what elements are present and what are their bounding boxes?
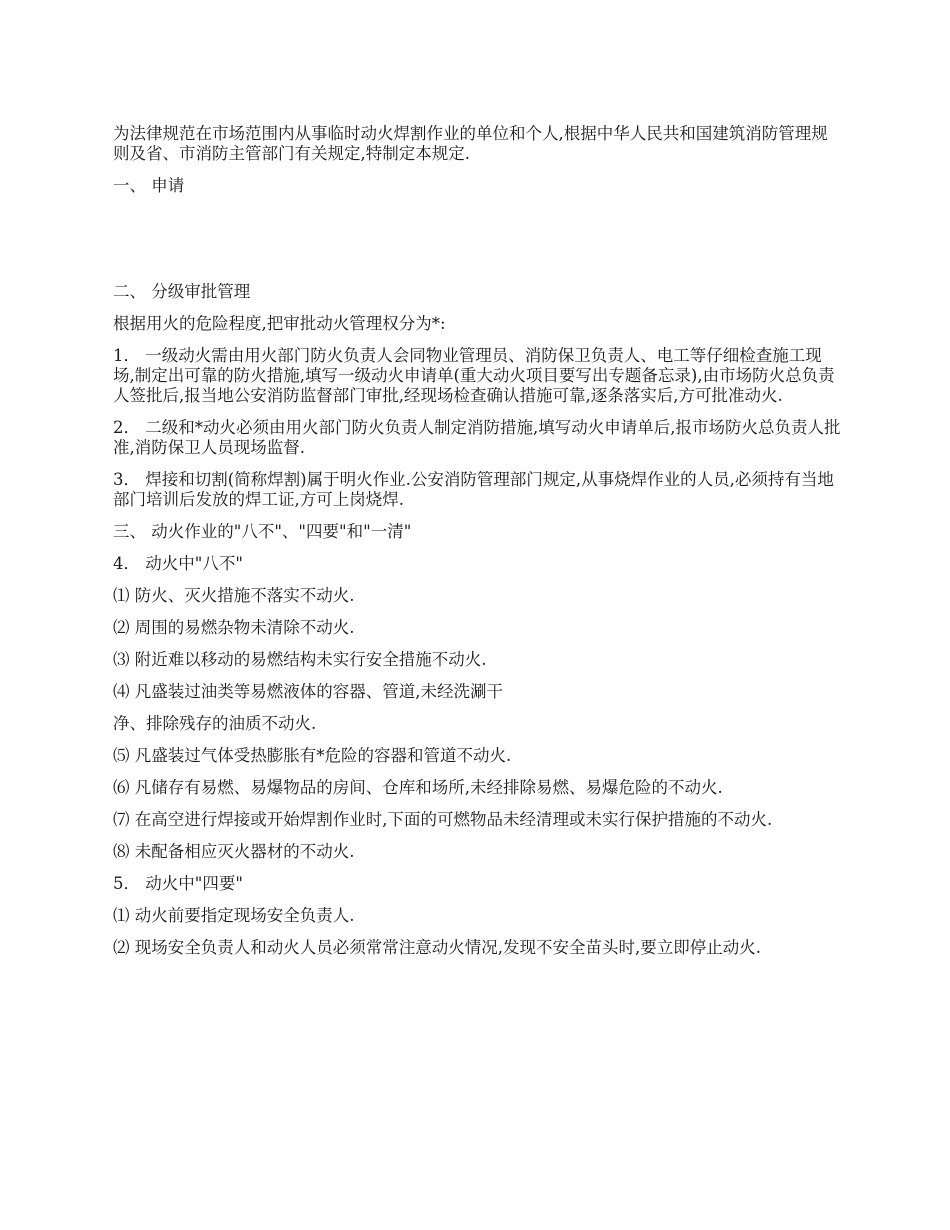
list-item-4: 4． 动火中"八不" [113,554,243,573]
intro-paragraph: 为法律规范在市场范围内从事临时动火焊割作业的单位和个人,根据中华人民共和国建筑消防管理规则及省、市消防主管部门有关规定,特制定本规定. [113,124,828,163]
list-item-2: 2． 二级和*动火必须由用火部门防火负责人制定消防措施,填写动火申请单后,报市场防火总负责人批准,消防保卫人员现场监督. [113,418,841,457]
sub-item: ⑷ 凡盛装过油类等易燃液体的容器、管道,未经洗涮干 [113,682,503,701]
section-heading-rules: 三、 动火作业的"八不"、"四要"和"一清" [113,522,412,541]
sub-item: ⑻ 未配备相应灭火器材的不动火. [113,842,355,861]
sub-item: ⑴ 动火前要指定现场安全负责人. [113,906,355,925]
sub-item: ⑺ 在高空进行焊接或开始焊割作业时,下面的可燃物品未经清理或未实行保护措施的不动火. [113,810,773,829]
sub-item-continuation: 净、排除残存的油质不动火. [113,714,317,733]
sub-item: ⑶ 附近难以移动的易燃结构未实行安全措施不动火. [113,650,487,669]
list-item-3: 3． 焊接和切割(简称焊割)属于明火作业.公安消防管理部门规定,从事烧焊作业的人员,必须持有当地部门培训后发放的焊工证,方可上岗烧焊. [113,470,834,509]
section-heading-approval: 二、 分级审批管理 [113,282,251,301]
section-heading-application: 一、 申请 [113,176,185,195]
sub-item: ⑸ 凡盛装过气体受热膨胀有*危险的容器和管道不动火. [113,746,512,765]
sub-item: ⑹ 凡储存有易燃、易爆物品的房间、仓库和场所,未经排除易燃、易爆危险的不动火. [113,778,723,797]
list-item-5: 5． 动火中"四要" [113,874,243,893]
approval-intro: 根据用火的危险程度,把审批动火管理权分为*: [113,314,446,333]
sub-item: ⑵ 现场安全负责人和动火人员必须常常注意动火情况,发现不安全苗头时,要立即停止动火. [113,938,761,957]
list-item-1: 1． 一级动火需由用火部门防火负责人会同物业管理员、消防保卫负责人、电工等仔细检查施工现场,制定出可靠的防火措施,填写一级动火申请单(重大动火项目要写出专题备忘录),由市场防火总负责人签批后,报当地公安消防监督部门审批,经现场检查确认措施可靠,逐条落实后,方可批准动火. [113,346,835,405]
document-body [113,124,843,970]
sub-item: ⑵ 周围的易燃杂物未清除不动火. [113,618,355,637]
sub-item: ⑴ 防火、灭火措施不落实不动火. [113,586,355,605]
